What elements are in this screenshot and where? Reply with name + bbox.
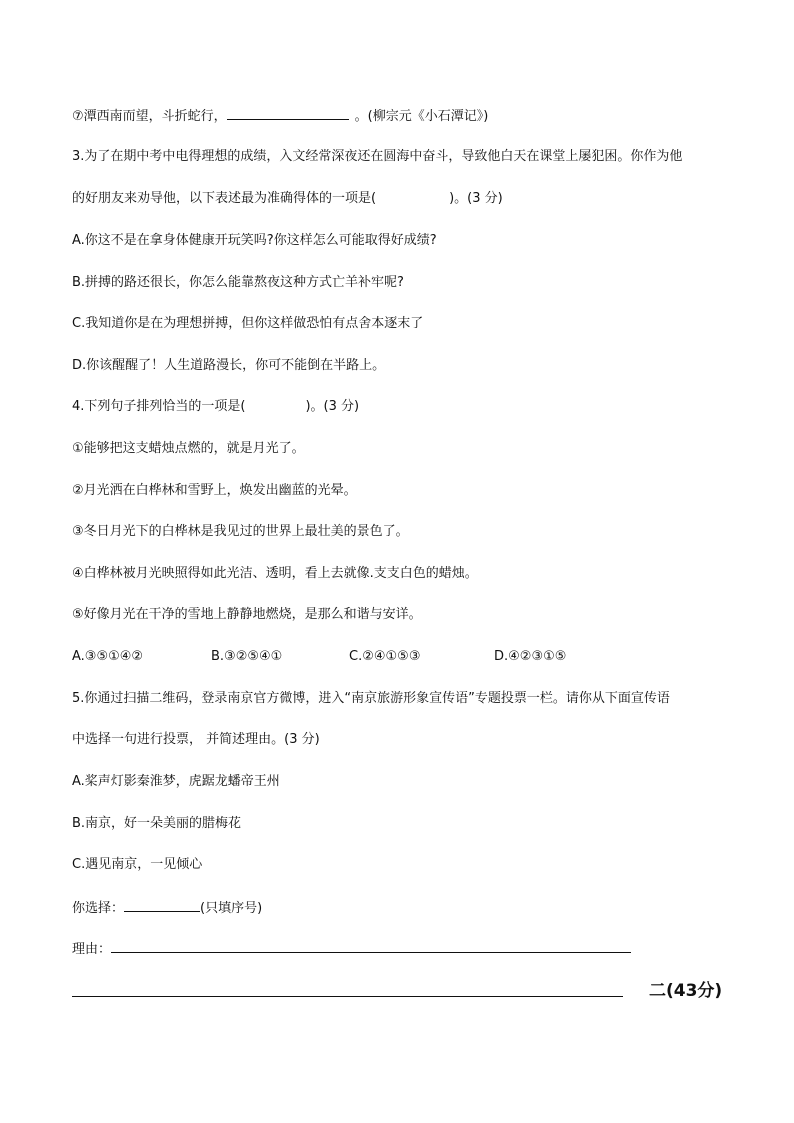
q3-stem-line1: 3.为了在期中考中电得理想的成绩，入文经常深夜还在圆海中奋斗，导致他白天在课堂上屡犯困。你作为他 <box>72 149 683 164</box>
q3-stem-text: 的好朋友来劝导他，以下表述最为准确得体的一项是( <box>72 191 377 206</box>
poem-source: 。(柳宗元《小石潭记》) <box>354 109 489 124</box>
q4-sentence-4: ④白桦林被月光映照得如此光洁、透明，看上去就像.支支白色的蜡烛。 <box>72 566 478 581</box>
q3-stem-line2 <box>72 190 503 208</box>
q5-stem-line1: 5.你通过扫描二维码，登录南京官方微博，进入“南京旅游形象宣传语”专题投票一栏。请你从下面宣传语 <box>72 691 670 706</box>
q4-sentence-3: ③冬日月光下的白桦林是我见过的世界上最壮美的景色了。 <box>72 524 409 539</box>
q3-option-c: C.我知道你是在为理想拼搏，但你这样做恐怕有点舍本逐末了 <box>72 316 424 331</box>
q4-stem-text: 4.下列句子排列恰当的一项是( <box>72 399 246 414</box>
q4-sentence-5: ⑤好像月光在干净的雪地上静静地燃烧，是那么和谐与安详。 <box>72 607 422 622</box>
q3-option-d: D.你该醒醒了！人生道路漫长，你可不能倒在半路上。 <box>72 358 386 373</box>
q5-option-c: C.遇见南京，一见倾心 <box>72 857 203 872</box>
section-heading: 二(43分) <box>649 981 723 1001</box>
q4-sentence-1: ①能够把这支蜡烛点燃的，就是月光了。 <box>72 441 305 456</box>
q4-stem <box>72 398 359 416</box>
reason-row <box>72 939 631 959</box>
q4-option-c: C.②④①⑤③ <box>349 649 421 664</box>
reason-blank[interactable] <box>111 939 631 953</box>
choice-hint: (只填序号) <box>200 901 263 916</box>
fill-blank[interactable] <box>227 106 349 120</box>
q5-stem-line2: 中选择一句进行投票， 并简述理由。(3 分) <box>72 732 320 747</box>
q4-options <box>72 648 566 666</box>
choice-blank[interactable] <box>124 898 200 912</box>
q3-score: )。(3 分) <box>449 191 503 206</box>
q5-option-b: B.南京，好一朵美丽的腊梅花 <box>72 816 242 831</box>
q4-option-a: A.③⑤①④② <box>72 649 144 664</box>
poem-line-7 <box>72 106 488 126</box>
q4-option-d: D.④②③①⑤ <box>494 649 567 664</box>
q3-option-b: B.拼搏的路还很长，你怎么能靠熬夜这种方式亡羊补牢呢? <box>72 275 404 290</box>
q4-option-b: B.③②⑤④① <box>211 649 283 664</box>
q4-sentence-2: ②月光洒在白桦林和雪野上，焕发出幽蓝的光晕。 <box>72 483 357 498</box>
q3-option-a: A.你这不是在拿身体健康开玩笑吗?你这样怎么可能取得好成绩? <box>72 233 437 248</box>
reason-blank-line-2[interactable] <box>72 996 623 997</box>
q5-option-a: A.桨声灯影秦淮梦，虎踞龙蟠帝王州 <box>72 774 280 789</box>
q4-score: )。(3 分) <box>305 399 360 414</box>
choice-label: 你选择： <box>72 901 125 916</box>
reason-label: 理由： <box>72 942 112 957</box>
poem-line-7-text: ⑦潭西南而望，斗折蛇行， <box>72 109 227 124</box>
choice-row <box>72 898 262 918</box>
